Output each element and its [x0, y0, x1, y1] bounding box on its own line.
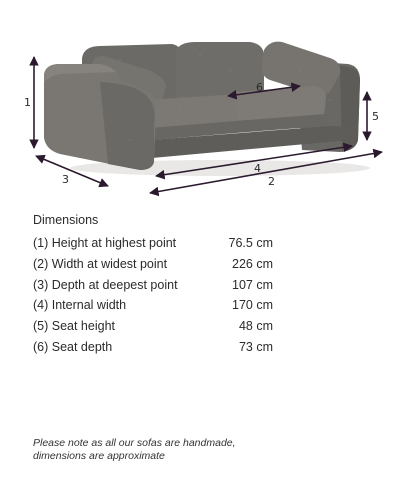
- dimension-value: 76.5 cm: [228, 236, 273, 250]
- note-line-2: dimensions are approximate: [33, 450, 165, 462]
- dim-label-1: 1: [24, 96, 31, 109]
- dim-label-4: 4: [254, 162, 261, 175]
- dimension-label: (4) Internal width: [33, 298, 127, 313]
- dim-label-6: 6: [256, 81, 263, 94]
- dimension-value: 107 cm: [232, 277, 273, 292]
- dimension-row: [33, 236, 273, 257]
- sofa-dimension-diagram: [0, 0, 400, 205]
- handmade-note: [33, 437, 363, 463]
- dimension-row: [33, 278, 273, 299]
- dimension-value: 170 cm: [232, 298, 273, 313]
- dimension-label: (2) Width at widest point: [33, 256, 168, 271]
- dimension-label: (6) Seat depth: [33, 339, 113, 354]
- dimension-row: [33, 319, 273, 340]
- dimensions-list: [33, 236, 273, 361]
- dim-label-5: 5: [372, 110, 379, 123]
- sofa-illustration: [44, 42, 370, 176]
- dimension-value: 226 cm: [232, 256, 273, 271]
- dimension-row: [33, 257, 273, 278]
- dimension-label: (5) Seat height: [33, 319, 115, 334]
- dimension-value: 73 cm: [238, 339, 273, 354]
- dim-label-3: 3: [62, 173, 69, 186]
- dimension-label: (1) Height at highest point: [33, 236, 177, 250]
- dimension-row: [33, 340, 273, 361]
- note-line-1: Please note as all our sofas are handmade,: [33, 437, 236, 449]
- dimension-row: [33, 298, 273, 319]
- dimension-label: (3) Depth at deepest point: [33, 277, 178, 292]
- dim-label-2: 2: [268, 175, 275, 188]
- dimensions-heading: Dimensions: [33, 213, 99, 227]
- dimension-value: 48 cm: [238, 319, 273, 334]
